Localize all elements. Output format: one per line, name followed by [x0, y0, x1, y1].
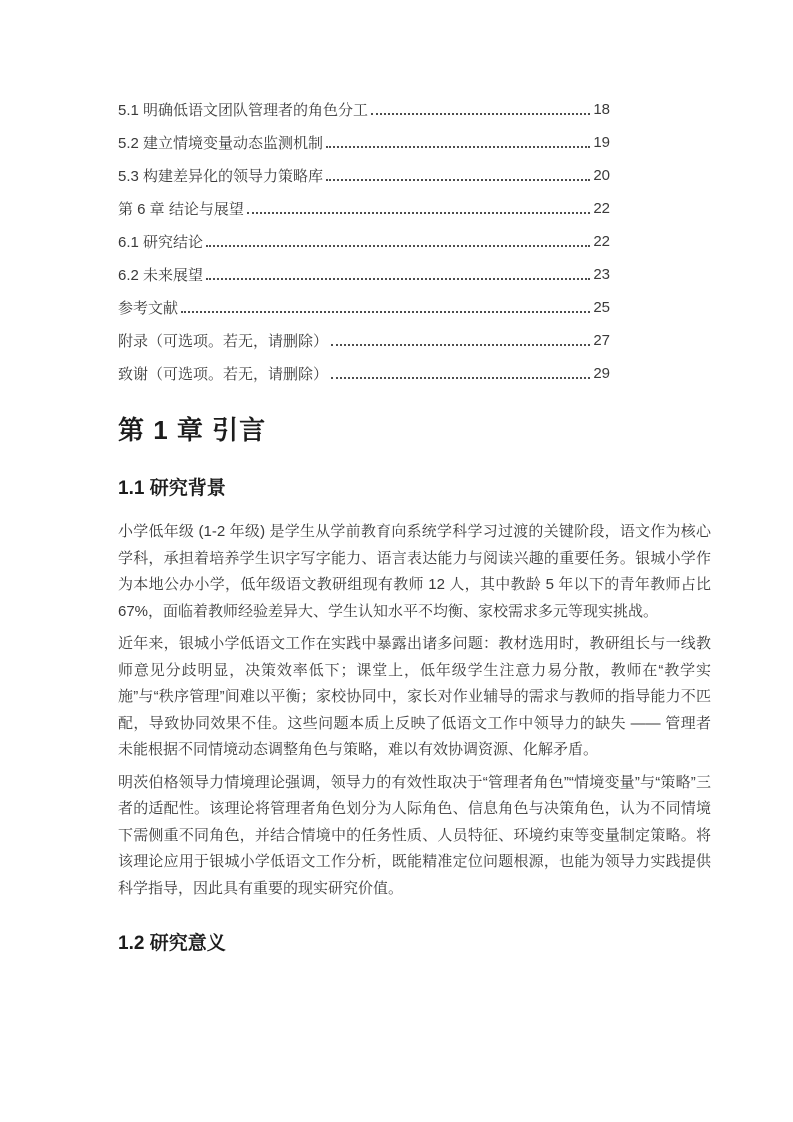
body-paragraph: 近年来，银城小学低语文工作在实践中暴露出诸多问题：教材选用时，教研组长与一线教师意见分歧明显，决策效率低下；课堂上，低年级学生注意力易分散，教师在“教学实施”与“秩序管理”间难以平衡；家校协同中，家长对作业辅导的需求与教师的指导能力不匹配，导致协同效果不佳。这些问题本质上反映了低语文工作中领导力的缺失 —— 管理者未能根据不同情境动态调整角色与策略，难以有效协调资源、化解矛盾。	[118, 635, 711, 758]
toc-entry-label: 第 6 章 结论与展望	[118, 201, 244, 218]
body-paragraph: 明茨伯格领导力情境理论强调，领导力的有效性取决于“管理者角色”“情境变量”与“策略”三者的适配性。该理论将管理者角色划分为人际角色、信息角色与决策角色，认为不同情境下需侧重不同角色，并结合情境中的任务性质、人员特征、环境约束等变量制定策略。将该理论应用于银城小学低语文工作分析，既能精准定位问题根源，也能为领导力实践提供科学指导，因此具有重要的现实研究价值。	[118, 773, 711, 897]
section-heading-1-1: 1.1 研究背景	[118, 478, 226, 499]
toc-entry[interactable]	[118, 93, 610, 126]
toc-page-number: 22	[593, 200, 610, 217]
dot-leader	[181, 311, 590, 313]
toc-entry[interactable]	[118, 357, 610, 390]
toc-page-number: 25	[593, 299, 610, 316]
toc-entry[interactable]	[118, 291, 610, 324]
toc-page-number: 20	[593, 167, 610, 184]
toc-entry-label: 5.2 建立情境变量动态监测机制	[118, 135, 324, 152]
chapter-title: 第 1 章 引言	[118, 415, 267, 445]
dot-leader	[326, 179, 590, 181]
toc-page-number: 29	[593, 365, 610, 382]
toc-entry-label: 6.2 未来展望	[118, 267, 204, 284]
toc-entry[interactable]	[118, 324, 610, 357]
toc-page-number: 19	[593, 134, 610, 151]
toc-entry[interactable]	[118, 192, 610, 225]
body-paragraph: 小学低年级 (1-2 年级) 是学生从学前教育向系统学科学习过渡的关键阶段，语文作为核心学科，承担着培养学生识字写字能力、语言表达能力与阅读兴趣的重要任务。银城小学作为本地公办小学，低年级语文教研组现有教师 12 人，其中教龄 5 年以下的青年教师占比 67%，面临着教师经验差异大、学生认知水平不均衡、家校需求多元等现实挑战。	[118, 523, 711, 620]
dot-leader	[326, 146, 590, 148]
table-of-contents	[118, 93, 610, 390]
toc-entry[interactable]	[118, 258, 610, 291]
toc-entry-label: 附录（可选项。若无，请删除）	[118, 333, 329, 350]
toc-entry[interactable]	[118, 159, 610, 192]
toc-page-number: 27	[593, 332, 610, 349]
dot-leader	[247, 212, 590, 214]
toc-page-number: 23	[593, 266, 610, 283]
toc-page-number: 22	[593, 233, 610, 250]
section-heading-1-2: 1.2 研究意义	[118, 933, 226, 954]
toc-entry-label: 致谢（可选项。若无，请删除）	[118, 366, 329, 383]
toc-page-number: 18	[593, 101, 610, 118]
toc-entry-label: 参考文献	[118, 300, 179, 317]
toc-entry-label: 6.1 研究结论	[118, 234, 204, 251]
dot-leader	[206, 278, 590, 280]
toc-entry[interactable]	[118, 126, 610, 159]
dot-leader	[331, 344, 590, 346]
toc-entry[interactable]	[118, 225, 610, 258]
toc-entry-label: 5.3 构建差异化的领导力策略库	[118, 168, 324, 185]
dot-leader	[371, 113, 590, 115]
dot-leader	[206, 245, 590, 247]
dot-leader	[331, 377, 590, 379]
toc-entry-label: 5.1 明确低语文团队管理者的角色分工	[118, 102, 369, 119]
